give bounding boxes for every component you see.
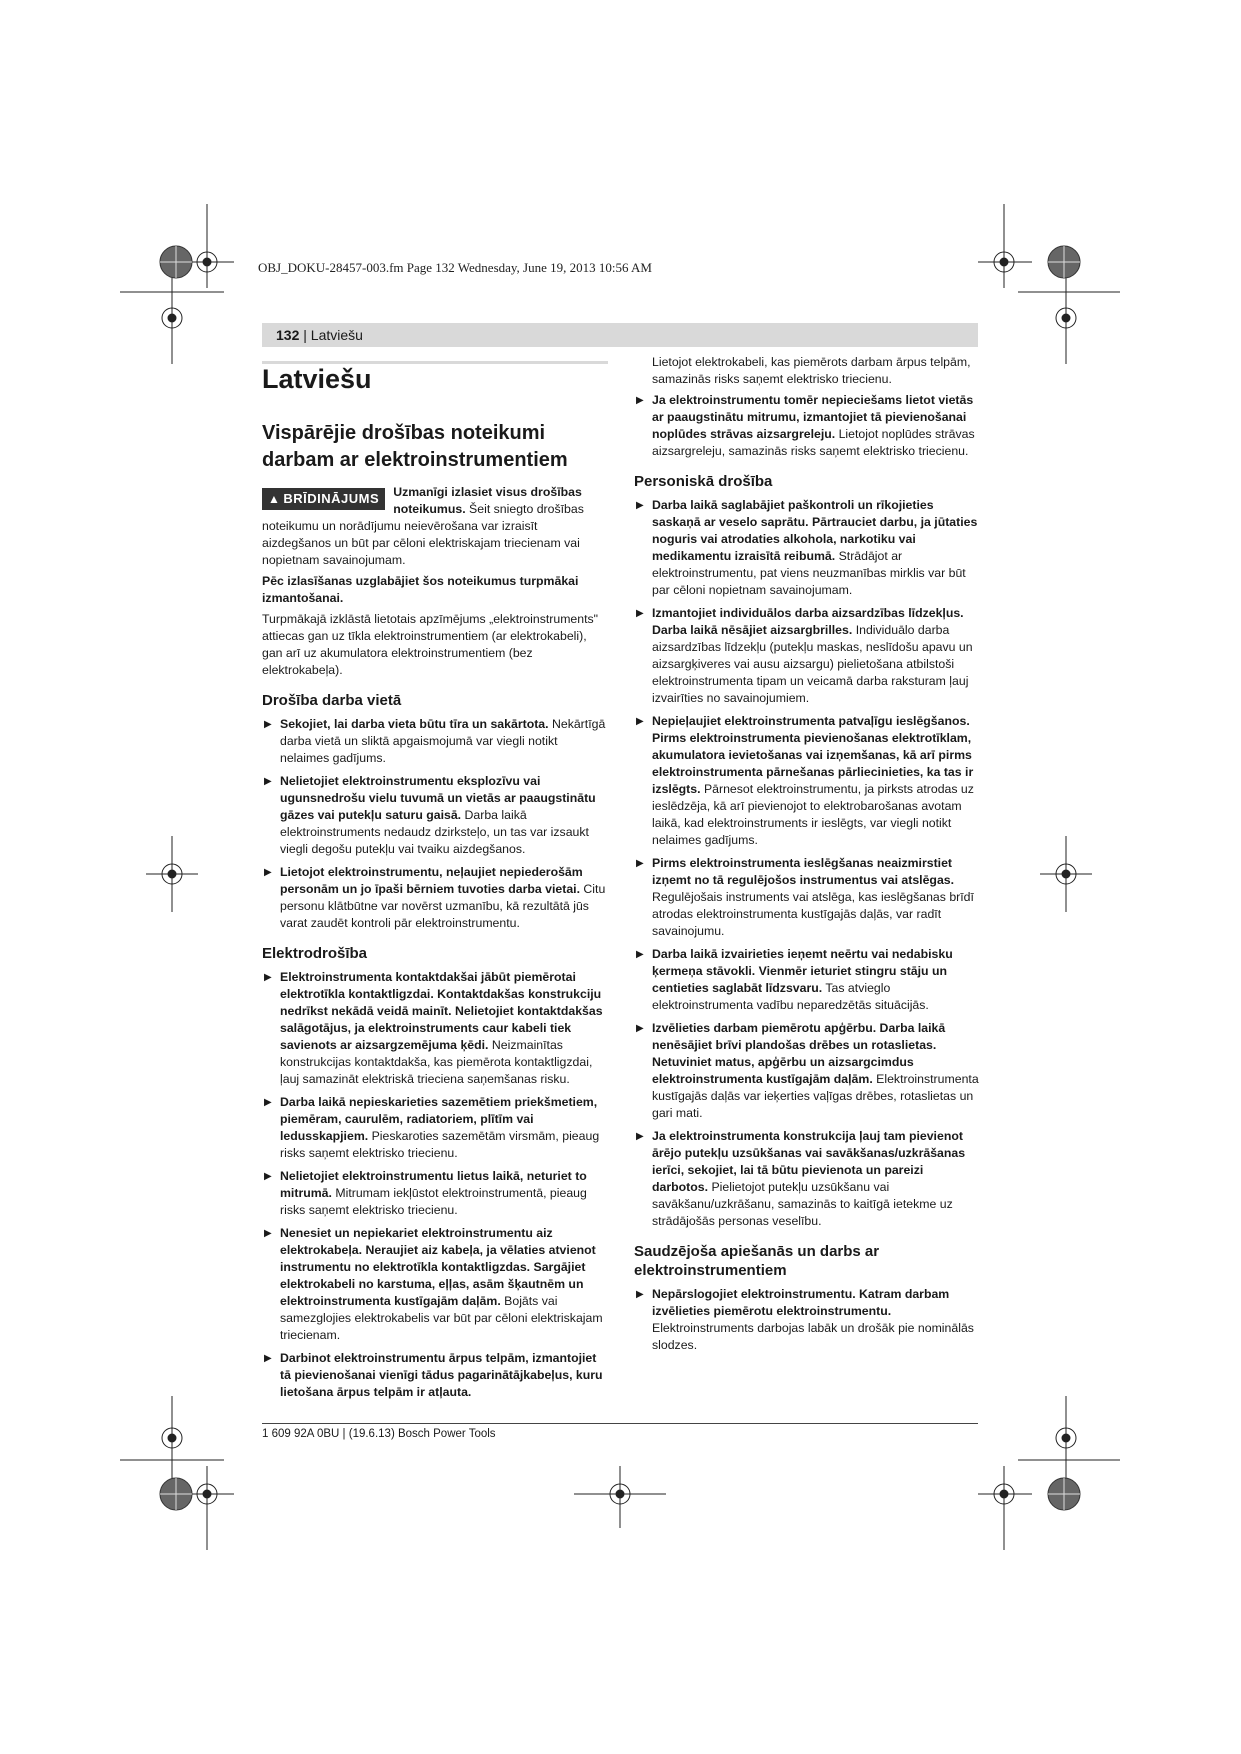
page-header: 132 | Latviešu [276, 327, 363, 343]
warning-text: Šeit sniegto drošības noteikumu un norādījumu neievērošana var izraisīt aizdegšanos un būt par cēloni elektriskajam triecienam vai nopietnam savainojumam. [262, 502, 584, 567]
list-item: ▶ Darba laikā nepieskarieties sazemētiem priekšmetiem, piemēram, caurulēm, radiatoriem, plītīm vai ledusskapjiem. Pieskaroties sazemētām virsmām, pieaug risks saņemt elektrisko triecienu. [262, 1094, 608, 1162]
list-item: ▶ Ja elektroinstrumenta konstrukcija ļauj tam pievienot ārējo putekļu uzsūkšanas vai savākšanas/uzkrāšanas ierīci, sekojiet, lai tā būtu pievienota un pareizi darbotos. Pielietojot putekļu uzsūkšanu vai savākšanu/uzkrāšanu, samazinās to kaitīgā ietekme uz strādājošās personas veselību. [634, 1128, 980, 1230]
tool-care-heading: Saudzējoša apiešanās un darbs ar elektroinstrumentiem [634, 1243, 880, 1279]
list-item: ▶ Izmantojiet individuālos darba aizsardzības līdzekļus. Darba laikā nēsājiet aizsargbrilles. Individuālo darba aizsardzības līdzekļu (putekļu maskas, neslīdošu apavu un aizsargķiveres vai ausu aizsargu) pielietošana atbilstoši elektroinstrumenta tipam un veicamā darba raksturam ļauj izvairīties no savainojumiem. [634, 605, 980, 707]
warning-label: BRĪDINĀJUMS [283, 491, 380, 506]
language-title: Latviešu [262, 364, 372, 394]
personal-safety-heading: Personiskā drošība [634, 473, 773, 490]
list-item: ▶ Sekojiet, lai darba vieta būtu tīra un sakārtota. Nekārtīgā darba vietā un sliktā apgaismojumā var viegli notikt nelaimes gadījums. [262, 716, 608, 767]
work-area-heading: Drošība darba vietā [262, 692, 402, 709]
continued-list [634, 392, 980, 460]
warning-bold: Uzmanīgi izlasiet visus drošības noteikumus. [393, 485, 582, 516]
list-item: ▶ Nelietojiet elektroinstrumentu lietus laikā, neturiet to mitrumā. Mitrumam iekļūstot elektroinstrumentā, pieaug risks saņemt elektrisko triecienu. [262, 1168, 608, 1219]
continued-text: Lietojot elektrokabeli, kas piemērots darbam ārpus telpām, samazinās risks saņemt elektrisko triecienu. [652, 355, 971, 386]
page-footer: 1 609 92A 0BU | (19.6.13) Bosch Power Tools [262, 1428, 496, 1440]
warning-icon: ▲ [268, 492, 281, 506]
warning-badge [262, 488, 385, 510]
main-heading: Vispārējie drošības noteikumi darbam ar elektroinstrumentiem [262, 422, 568, 471]
tool-care-list [634, 1286, 980, 1354]
electrical-list [262, 969, 608, 1401]
list-item: ▶ Pirms elektroinstrumenta ieslēgšanas neaizmirstiet izņemt no tā regulējošos instrumentus vai atslēgas. Regulējošais instruments vai atslēga, kas ieslēgšanas brīdī atrodas elektroinstrumenta kustīgajās daļās, var radīt savainojumu. [634, 855, 980, 940]
footer-rule [262, 1423, 978, 1424]
right-column [634, 354, 980, 1360]
page-section: Latviešu [310, 327, 363, 343]
page-number: 132 [276, 327, 300, 343]
term-definition: Turpmākajā izklāstā lietotais apzīmējums „elektroinstruments" attiecas gan uz tīkla elektroinstrumentiem (ar elektrokabeli), gan arī uz akumulatora elektroinstrumentiem (bez elektrokabeļa). [262, 612, 599, 677]
left-column [262, 362, 608, 1407]
list-item: ▶ Nelietojiet elektroinstrumentu eksplozīvu vai ugunsnedrošu vielu tuvumā un vietās ar paaugstinātu gāzes vai putekļu saturu gaisā. Darba laikā elektroinstruments nedaudz dzirksteļo, un tas var izsaukt viegli degošu putekļu vai tvaiku aizdegšanos. [262, 773, 608, 858]
work-area-list [262, 716, 608, 932]
list-item: ▶ Izvēlieties darbam piemērotu apģērbu. Darba laikā nenēsājiet brīvi plandošas drēbes un rotaslietas. Netuviniet matus, apģērbu un aizsargcimdus elektroinstrumenta kustīgajām daļām. Elektroinstrumenta kustīgajās daļās var ieķerties vaļīgas drēbes, rotaslietas un gari mati. [634, 1020, 980, 1122]
list-item: ▶ Nenesiet un nepiekariet elektroinstrumentu aiz elektrokabeļa. Neraujiet aiz kabeļa, ja vēlaties atvienot instrumentu no elektrotīkla kontaktligzdas. Sargājiet elektrokabeli no karstuma, eļļas, asām šķautnēm un elektroinstrumenta kustīgajām daļām. Bojāts vai samezglojies elektrokabelis var būt par cēloni elektriskajam triecienam. [262, 1225, 608, 1344]
list-item: ▶ Elektroinstrumenta kontaktdakšai jābūt piemērotai elektrotīkla kontaktligzdai. Kontaktdakšas konstrukciju nedrīkst nekādā veidā mainīt. Nelietojiet kontaktdakšas salāgotājus, ja elektroinstruments caur kabeli tiek savienots ar aizsargzemējuma ķēdi. Neizmainītas konstrukcijas kontaktdakša, kas piemērota kontaktligzdai, ļauj samazināt elektriskā trieciena saņemšanas risku. [262, 969, 608, 1088]
warning-block [262, 484, 608, 569]
page-header-bar [262, 323, 978, 347]
personal-safety-list [634, 497, 980, 1230]
list-item: ▶ Darba laikā saglabājiet paškontroli un rīkojieties saskaņā ar veselo saprātu. Pārtrauciet darbu, ja jūtaties noguris vai atrodaties alkohola, narkotiku vai medikamentu izraisītā reibumā. Strādājot ar elektroinstrumentu, pat viens neuzmanības mirklis var būt par cēloni nopietnam savainojumam. [634, 497, 980, 599]
list-item: ▶ Nepieļaujiet elektroinstrumenta patvaļīgu ieslēgšanos. Pirms elektroinstrumenta pievienošanas elektrotīklam, akumulatora ievietošanas vai izņemšanas, kā arī pirms elektroinstrumenta pārnešanas pārliecinieties, ka tas ir izslēgts. Pārnesot elektroinstrumentu, ja pirksts atrodas uz ieslēdzēja, kā arī pievienojot to elektrobarošanas avotam laikā, kad elektroinstruments ir ieslēgts, var viegli notikt nelaimes gadījums. [634, 713, 980, 849]
list-item: ▶ Darbinot elektroinstrumentu ārpus telpām, izmantojiet tā pievienošanai vienīgi tādus pagarinātājkabeļus, kuru lietošana ārpus telpām ir atļauta. [262, 1350, 608, 1401]
list-item: ▶ Nepārslogojiet elektroinstrumentu. Katram darbam izvēlieties piemērotu elektroinstrumentu. Elektroinstruments darbojas labāk un drošāk pie nominālās slodzes. [634, 1286, 980, 1354]
list-item: ▶ Lietojot elektroinstrumentu, neļaujiet nepiederošām personām un jo īpaši bērniem tuvoties darba vietai. Citu personu klātbūtne var novērst uzmanību, kā rezultātā jūs varat zaudēt kontroli pār elektroinstrumentu. [262, 864, 608, 932]
file-info-line: OBJ_DOKU-28457-003.fm Page 132 Wednesday, June 19, 2013 10:56 AM [258, 260, 652, 275]
list-item: ▶ Ja elektroinstrumentu tomēr nepieciešams lietot vietās ar paaugstinātu mitrumu, izmantojiet tā pievienošanai noplūdes strāvas aizsargreleju. Lietojot noplūdes strāvas aizsargreleju, samazinās risks saņemt elektrisko triecienu. [634, 392, 980, 460]
electrical-heading: Elektrodrošība [262, 945, 368, 962]
keep-notice: Pēc izlasīšanas uzglabājiet šos noteikumus turpmākai izmantošanai. [262, 574, 579, 605]
list-item: ▶ Darba laikā izvairieties ieņemt neērtu vai nedabisku ķermeņa stāvokli. Vienmēr ieturiet stingru stāju un centieties saglabāt līdzsvaru. Tas atvieglo elektroinstrumenta vadību neparedzētās situācijās. [634, 946, 980, 1014]
